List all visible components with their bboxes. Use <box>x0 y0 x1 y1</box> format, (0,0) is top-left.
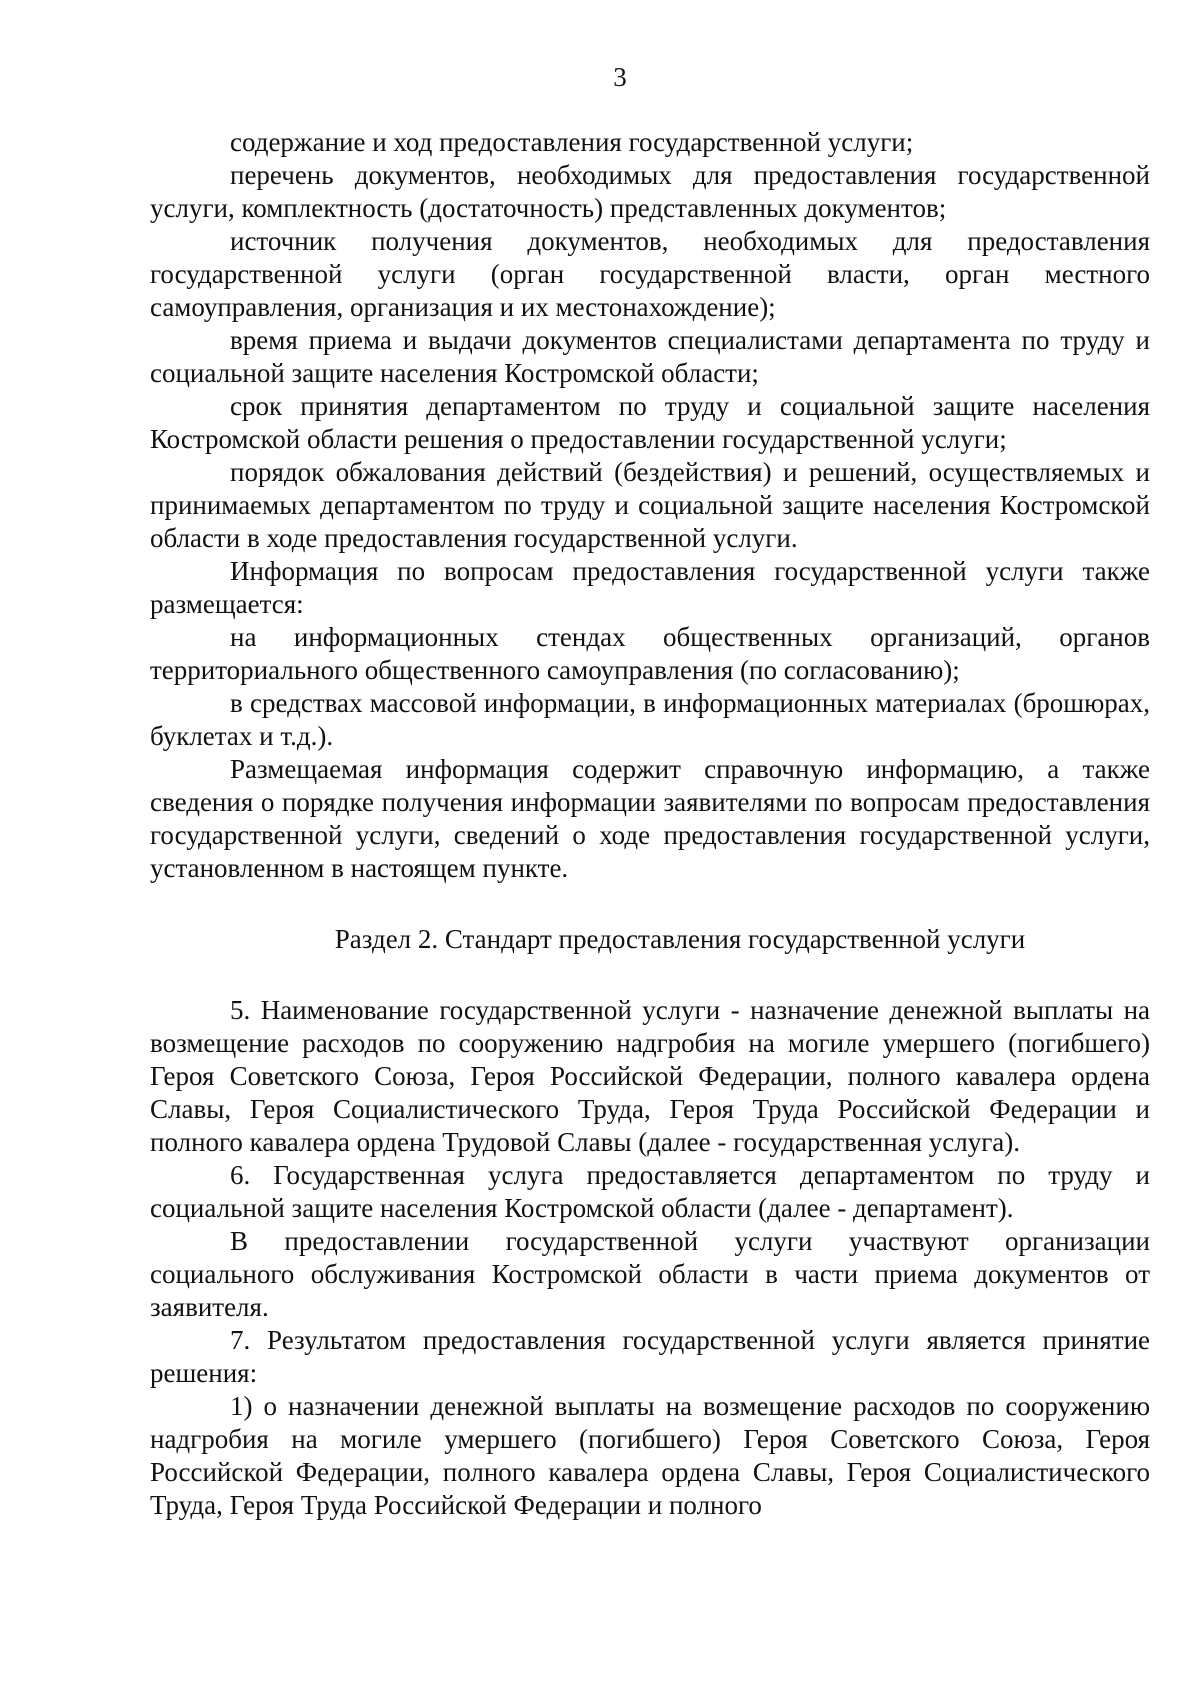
info-place-media: в средствах массовой информации, в информационных материалах (брошюрах, буклетах и т.д.). <box>150 688 1150 751</box>
list-item-reception-time: время приема и выдачи документов специалистами департамента по труду и социальной защите населения Костромской области; <box>150 325 1150 388</box>
list-item-source: источник получения документов, необходимых для предоставления государственной услуги (орган государственной власти, орган местного самоуправления, организация и их местонахождение); <box>150 226 1150 322</box>
list-item-appeal-procedure: порядок обжалования действий (бездействия) и решений, осуществляемых и принимаемых департаментом по труду и социальной защите населения Костромской области в ходе предоставления государственной услуги. <box>150 457 1150 553</box>
list-item-documents: перечень документов, необходимых для предоставления государственной услуги, комплектность (достаточность) представленных документов; <box>150 160 1150 223</box>
info-content-paragraph: Размещаемая информация содержит справочную информацию, а также сведения о порядке получения информации заявителями по вопросам предоставления государственной услуги, сведений о ходе предоставления государственной услуги, установленном в настоящем пункте. <box>150 754 1150 883</box>
paragraph-5-service-name: 5. Наименование государственной услуги - назначение денежной выплаты на возмещение расходов по сооружению надгробия на могиле умершего (погибшего) Героя Советского Союза, Героя Российской Федерации, полного кавалера ордена Славы, Героя Социалистического Труда, Героя Труда Российской Федерации и полного кавалера ордена Трудовой Славы (далее - государственная услуга). <box>150 995 1150 1157</box>
paragraph-7-result: 7. Результатом предоставления государственной услуги является принятие решения: <box>150 1325 1150 1388</box>
page-number: 3 <box>613 62 627 92</box>
info-intro-paragraph: Информация по вопросам предоставления государственной услуги также размещается: <box>150 556 1150 619</box>
document-body <box>150 126 1150 1522</box>
list-item-decision-term: срок принятия департаментом по труду и социальной защите населения Костромской области решения о предоставлении государственной услуги; <box>150 391 1150 454</box>
list-item-content: содержание и ход предоставления государственной услуги; <box>230 127 914 157</box>
paragraph-participants: В предоставлении государственной услуги участвуют организации социального обслуживания Костромской области в части приема документов от заявителя. <box>150 1226 1150 1322</box>
paragraph-7-1-decision: 1) о назначении денежной выплаты на возмещение расходов по сооружению надгробия на могиле умершего (погибшего) Героя Советского Союза, Героя Российской Федерации, полного кавалера ордена Славы, Героя Социалистического Труда, Героя Труда Российской Федерации и полного <box>150 1391 1150 1520</box>
paragraph-6-provider: 6. Государственная услуга предоставляется департаментом по труду и социальной защите населения Костромской области (далее - департамент). <box>150 1160 1150 1223</box>
info-place-stands: на информационных стендах общественных организаций, органов территориального общественного самоуправления (по согласованию); <box>150 622 1150 685</box>
section-heading: Раздел 2. Стандарт предоставления государственной услуги <box>334 924 1026 954</box>
